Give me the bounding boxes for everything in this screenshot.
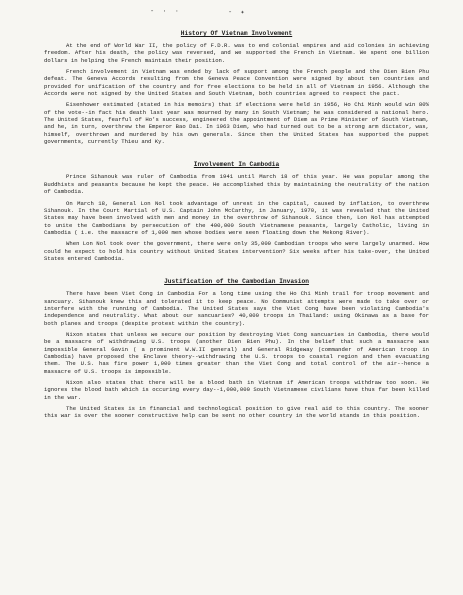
paragraph: The United States is in financial and technological position to give real aid to this country. The sooner this war is over the sooner constructive help can be sent no other country in the world stands in this position. xyxy=(44,405,429,420)
paragraph: Nixon also states that there will be a blood bath in Vietnam if American troops withdraw too soon. He ignores the blood bath which is occuring every day--1,000,000 South Vietnamese civilians have thus far been killed in the war. xyxy=(44,379,429,401)
paragraph: French involvement in Vietnam was ended by lack of support among the French people and the Dien Bien Phu defeat. The Geneva Accords resulting from the Geneva Peace Convention were signed by about ten countries and provided for unification of the country and for free elections to be held in all of Vietnam in 1956. Although the Accords were not signed by the United States and South Vietnam, both countries agreed to respect the pact. xyxy=(44,68,429,98)
section-heading-cambodia: Involvement In Cambodia xyxy=(193,161,280,169)
paragraph: Nixon states that unless we secure our position by destroying Viet Cong sancuaries in Cambodia, there would be a massacre of withdrawing U.S. troops (another Dien Bien Phu). In the belief that such a massacre was impossible General Gavin ( a prominent W.W.II general) and General Ridgeway (commander of American troop in Cambodia) have proposed the Enclave theory--withdrawing the U.S. troops to coastal region and then evacuating them. The U.S. has fire power 1,000 times greater than the Viet Cong and total control of the air--hence a massacre of U.S. troops is impossible. xyxy=(44,330,429,375)
section-heading-justification: Justification of the Cambodian Invasion xyxy=(164,278,309,286)
paragraph: At the end of World War II, the policy of F.D.R. was to end colonial empires and aid colonies in achieving freedom. After his death, the policy was reversed, and we supported the French in Vietnam. We spent one billion dollars in helping the French maintain their position. xyxy=(44,42,429,64)
top-mark-right: - ✦ xyxy=(228,9,247,17)
section-heading-history: History Of Vietnam Involvement xyxy=(180,30,293,37)
top-mark-left: - · · xyxy=(150,8,182,16)
paragraph: Prince Sihanouk was ruler of Cambodia from 1941 until March 18 of this year. He was popular among the Buddhists and peasants because he kept the peace. He accomplished this by maintaining the neutrality of the nation of Cambodia. xyxy=(44,173,429,196)
paragraph: When Lon Nol took over the government, there were only 35,000 Cambodian troops who were largely unarmed. How could he expect to hold his country without United States intervention? Six weeks after his take-over, the United States entered Cambodia. xyxy=(44,240,429,262)
paragraph: On March 18, General Lon Nol took advantage of unrest in the capital, caused by inflation, to overthrew Sihanouk. In the Court Martial of U.S. Captain John McCarthy, in January, 1970, it was revealed that the United States may have been involved with men and money in the overthrow of Sihanouk. Since then, Lon Nol has attempted to unite the Cambodians by persecution of the 400,000 South Vietnamese peasants, largely Catholic, living in Cambodia ( i.e. the massacre of 1,000 men whose bodies were seen floating down the Mekong River). xyxy=(44,199,429,236)
paragraph: There have been Viet Cong in Cambodia For a long time using the Ho Chi Minh trail for troop movement and sancuary. Sihanouk knew this and tolerated it to keep peace. No Communist attempts were made to take over or interfere with the running of Cambodia. The United States says the Viet Cong have been violating Cambodia's independence and neutrality. What about our sancuaries? 40,000 troops in Thailand: using Okinawa as a base for both planes and troops (despite protest within the country). xyxy=(44,290,429,327)
paragraph: Eisenhower estimated (stated in his memoirs) that if elections were held in 1956, Ho Chi Minh would win 80% of the vote--in fact his death last year was mourned by many in South Vietnam; he was considered a national hero. The United States, fearful of Ho's success, engineered the appointment of Diem as Prime Minister of South Vietnam, and he, in turn, overthrew the Emperor Bao Dai. In 1963 Diem, who had turned out to be a strong arm dictator, was, himself, overthrown and murdered by his own generals. Since then the United States has supported the puppet governments, currently Thieu and Ky. xyxy=(44,101,429,146)
